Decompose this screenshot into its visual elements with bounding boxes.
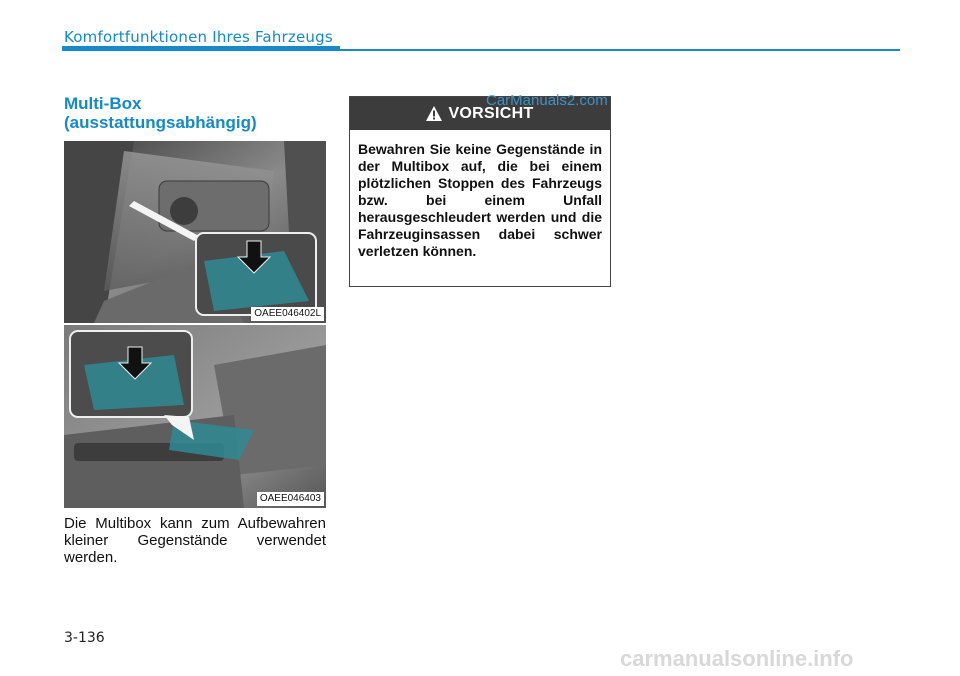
header-rule-thin (340, 49, 900, 51)
watermark-bottom: carmanualsonline.info (620, 646, 854, 671)
header-title: Komfortfunktionen Ihres Fahrzeugs (64, 28, 333, 46)
header-rule-thick (62, 46, 340, 51)
figure-multibox-open (64, 325, 326, 508)
page-number: 3-136 (64, 630, 105, 646)
console-illustration (64, 141, 326, 323)
caution-label: VORSICHT (448, 104, 534, 122)
figure-multibox-console (64, 141, 326, 323)
figure-code: OAEE046402L (251, 307, 324, 321)
body-paragraph: Die Multibox kann zum Aufbewahren kleiner Gegenstände verwendet werden. (64, 515, 326, 566)
multibox-illustration (64, 325, 326, 508)
figure-code: OAEE046403 (257, 492, 324, 506)
caution-text: Bewahren Sie keine Gegenstände in der Multibox auf, die bei einem plötzlichen Stoppen des Fahrzeugs bzw. bei einem Unfall herausgeschleudert werden und die Fahrzeuginsassen dabei schwer verletzen können. (358, 141, 602, 259)
caution-box (349, 96, 611, 287)
section-title: Multi-Box (ausstattungsabhängig) (64, 94, 257, 132)
warning-icon (426, 106, 442, 121)
watermark-top[interactable]: CarManuals2.com (486, 92, 608, 109)
